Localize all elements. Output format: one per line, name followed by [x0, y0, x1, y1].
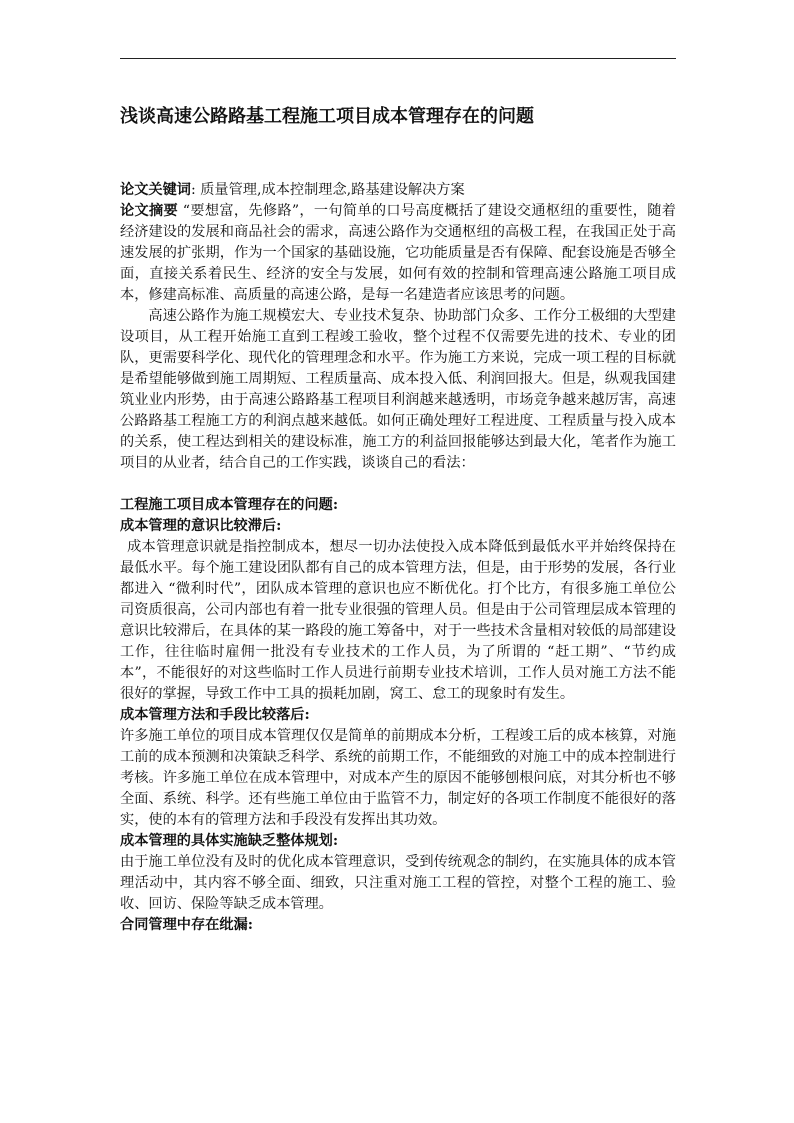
section-spacer [120, 474, 676, 495]
keywords-text: : 质量管理,成本控制理念,路基建设解决方案 [190, 182, 465, 198]
header-rule [120, 58, 676, 59]
section-heading-methods: 成本管理方法和手段比较落后: [120, 707, 310, 723]
document-body [120, 180, 676, 936]
main-heading: 工程施工项目成本管理存在的问题: [120, 497, 339, 513]
intro-paragraph: 高速公路作为施工规模宏大、专业技术复杂、协助部门众多、工作分工极细的大型建设项目，从工程开始施工直到工程竣工验收，整个过程不仅需要先进的技术、专业的团队，更需要科学化、现代化的管理理念和水平。作为施工方来说，完成一项工程的目标就是希望能够做到施工周期短、工程质量高、成本投入低、利润回报大。但是，纵观我国建筑业业内形势，由于高速公路路基工程项目利润越来越透明，市场竞争越来越厉害，高速公路路基工程施工方的利润点越来越低。如何正确处理好工程进度、工程质量与投入成本的关系，使工程达到相关的建设标准，施工方的利益回报能够达到最大化，笔者作为施工项目的从业者，结合自己的工作实践，谈谈自己的看法： [120, 308, 676, 471]
section-heading-planning: 成本管理的具体实施缺乏整体规划: [120, 833, 339, 849]
section-body-methods: 许多施工单位的项目成本管理仅仅是简单的前期成本分析，工程竣工后的成本核算，对施工前的成本预测和决策缺乏科学、系统的前期工作，不能细致的对施工中的成本控制进行考核。许多施工单位在成本管理中，对成本产生的原因不能够刨根问底，对其分析也不够全面、系统、科学。还有些施工单位由于监管不力，制定好的各项工作制度不能很好的落实，使的本有的管理方法和手段没有发挥出其功效。 [120, 728, 676, 828]
keywords-line [120, 180, 676, 201]
abstract-paragraph [120, 201, 676, 306]
abstract-label: 论文摘要 [120, 203, 178, 219]
section-body-awareness: 成本管理意识就是指控制成本，想尽一切办法使投入成本降低到最低水平并始终保持在最低水平。每个施工建设团队都有自己的成本管理方法，但是，由于形势的发展，各行业都进入 “微利时代”，团队成本管理的意识也应不断优化。打个比方，有很多施工单位公司资质很高，公司内部也有着一批专业很强的管理人员。但是由于公司管理层成本管理的意识比较滞后，在具体的某一路段的施工筹备中，对于一些技术含量相对较低的局部建设工作，往往临时雇佣一批没有专业技术的工作人员，为了所谓的 “赶工期”、“节约成本”，不能很好的对这些临时工作人员进行前期专业技术培训，工作人员对施工方法不能很好的掌握，导致工作中工具的损耗加剧，窝工、怠工的现象时有发生。 [120, 539, 676, 702]
section-heading-contract: 合同管理中存在纰漏: [120, 917, 253, 933]
section-body-planning: 由于施工单位没有及时的优化成本管理意识，受到传统观念的制约，在实施具体的成本管理活动中，其内容不够全面、细致，只注重对施工工程的管控，对整个工程的施工、验收、回访、保险等缺乏成本管理。 [120, 854, 676, 912]
keywords-label: 论文关键词 [120, 182, 191, 198]
abstract-text: “要想富，先修路”，一句简单的口号高度概括了建设交通枢纽的重要性，随着经济建设的发展和商品社会的需求，高速公路作为交通枢纽的高极工程，在我国正处于高速发展的扩张期，作为一个国家的基础设施，它功能质量是否有保障、配套设施是否够全面，直接关系着民生、经济的安全与发展，如何有效的控制和管理高速公路施工项目成本，修建高标准、高质量的高速公路，是每一名建造者应该思考的问题。 [120, 203, 676, 303]
section-heading-awareness: 成本管理的意识比较滞后: [120, 518, 282, 534]
page-title: 浅谈高速公路路基工程施工项目成本管理存在的问题 [120, 106, 534, 127]
